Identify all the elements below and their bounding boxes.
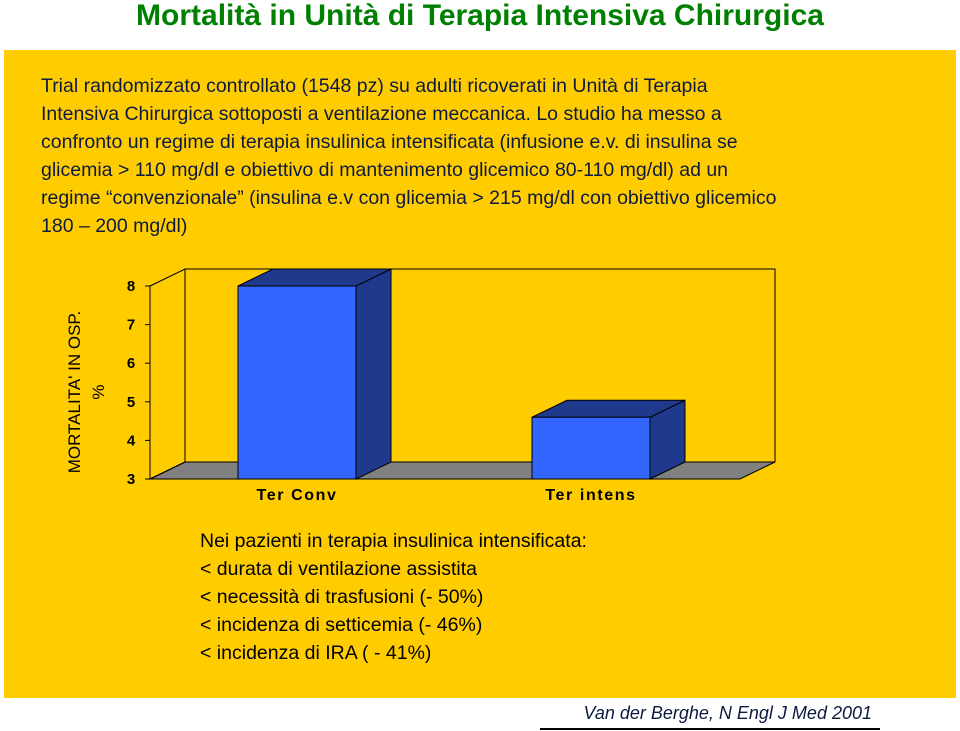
x-axis-categories: [257, 487, 637, 504]
intro-line: 180 – 200 mg/dl): [41, 215, 188, 237]
finding-item: < incidenza di setticemia (- 46%): [200, 614, 483, 636]
bar: [532, 417, 650, 479]
y-tick-label: 7: [126, 316, 136, 334]
findings-heading: Nei pazienti in terapia insulinica intensificata:: [200, 530, 587, 552]
bar: [238, 286, 356, 479]
y-tick-label: 4: [126, 432, 136, 450]
y-tick-label: 5: [126, 393, 136, 411]
intro-line: Intensiva Chirurgica sottoposti a ventilazione meccanica. Lo studio ha messo a: [41, 103, 722, 125]
intro-line: confronto un regime di terapia insulinica intensificata (infusione e.v. di insulina se: [41, 131, 738, 153]
y-axis-label-unit: %: [89, 384, 108, 400]
y-tick-label: 8: [126, 278, 136, 295]
finding-item: < durata di ventilazione assistita: [200, 558, 477, 580]
chart-side-wall: [150, 269, 185, 479]
y-tick-label: 6: [126, 355, 136, 373]
page-title: Mortalità in Unità di Terapia Intensiva Chirurgica: [136, 0, 824, 32]
intro-line: regime “convenzionale” (insulina e.v con glicemia > 215 mg/dl con obiettivo glicemico: [41, 187, 777, 209]
citation-underline: [540, 728, 880, 730]
finding-item: < incidenza di IRA ( - 41%): [200, 642, 432, 664]
findings-list: [200, 527, 587, 667]
x-category-label: Ter intens: [545, 487, 637, 504]
y-axis-label-line: MORTALITA' IN OSP.: [65, 310, 84, 474]
chart-bars: [238, 269, 685, 479]
bar-side: [356, 269, 391, 479]
y-tick-label: 3: [126, 471, 136, 488]
y-axis-label: [65, 311, 108, 474]
intro-line: Trial randomizzato controllato (1548 pz) su adulti ricoverati in Unità di Terapia: [41, 75, 708, 97]
finding-item: < necessità di trasfusioni (- 50%): [200, 586, 484, 608]
citation: Van der Berghe, N Engl J Med 2001: [583, 703, 872, 723]
intro-line: glicemia > 110 mg/dl e obiettivo di mantenimento glicemico 80-110 mg/dl) ad un: [41, 159, 729, 181]
y-axis-ticks: [127, 278, 150, 488]
x-category-label: Ter Conv: [256, 487, 338, 504]
